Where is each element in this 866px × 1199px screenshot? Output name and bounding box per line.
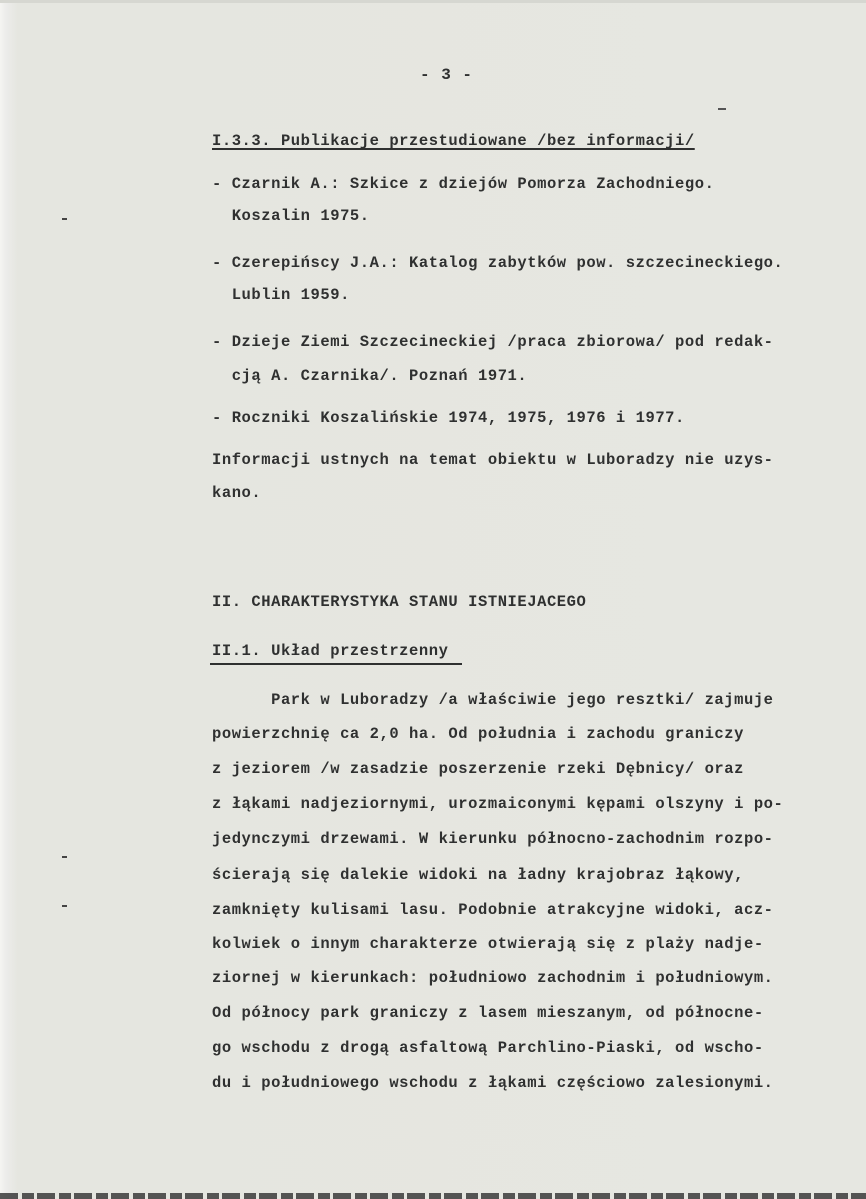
page-bottom-edge xyxy=(0,1193,866,1199)
publication-item-3-line2: cją A. Czarnika/. Poznań 1971. xyxy=(212,367,528,385)
note-line-1: Informacji ustnych na temat obiektu w Luboradzy nie uzys- xyxy=(212,451,774,469)
correction-mark xyxy=(718,108,726,110)
publication-item-1-line1: - Czarnik A.: Szkice z dziejów Pomorza Zachodniego. xyxy=(212,175,715,193)
paragraph-line: powierzchnię ca 2,0 ha. Od południa i zachodu graniczy xyxy=(212,725,744,743)
paragraph-line: jedynczymi drzewami. W kierunku północno-zachodnim rozpo- xyxy=(212,830,774,848)
section-heading-publications: I.3.3. Publikacje przestudiowane /bez informacji/ xyxy=(212,132,695,150)
punch-hole-mark xyxy=(62,218,67,220)
paragraph-line: kolwiek o innym charakterze otwierają się z plaży nadje- xyxy=(212,935,764,953)
publication-item-2-line2: Lublin 1959. xyxy=(212,286,350,304)
paragraph-line: z łąkami nadjeziornymi, urozmaiconymi kępami olszyny i po- xyxy=(212,795,784,813)
note-line-2: kano. xyxy=(212,484,262,502)
paragraph-line: Od północy park graniczy z lasem mieszanym, od północne- xyxy=(212,1004,764,1022)
paragraph-line: zamknięty kulisami lasu. Podobnie atrakcyjne widoki, acz- xyxy=(212,901,774,919)
publication-item-2-line1: - Czerepińscy J.A.: Katalog zabytków pow. szczecineckiego. xyxy=(212,254,784,272)
subsection-heading-spatial-layout: II.1. Układ przestrzenny xyxy=(212,642,449,660)
page-top-edge xyxy=(0,0,866,3)
paragraph-line: z jeziorem /w zasadzie poszerzenie rzeki Dębnicy/ oraz xyxy=(212,760,744,778)
punch-hole-mark xyxy=(62,856,67,858)
page-number: - 3 - xyxy=(420,66,474,84)
publication-item-1-line2: Koszalin 1975. xyxy=(212,207,370,225)
section-heading-characteristics: II. CHARAKTERYSTYKA STANU ISTNIEJACEGO xyxy=(212,593,587,611)
paragraph-line: du i południowego wschodu z łąkami częściowo zalesionymi. xyxy=(212,1074,774,1092)
publication-item-3-line1: - Dzieje Ziemi Szczecineckiej /praca zbiorowa/ pod redak- xyxy=(212,333,774,351)
paragraph-line: Park w Luboradzy /a właściwie jego resztki/ zajmuje xyxy=(212,691,774,709)
punch-hole-mark xyxy=(62,905,67,907)
paragraph-line: ziornej w kierunkach: południowo zachodnim i południowym. xyxy=(212,969,774,987)
paragraph-line: ścierają się dalekie widoki na ładny krajobraz łąkowy, xyxy=(212,866,744,884)
subsection-underline xyxy=(210,663,462,665)
paragraph-line: go wschodu z drogą asfaltową Parchlino-Piaski, od wscho- xyxy=(212,1039,764,1057)
publication-item-4-line1: - Roczniki Koszalińskie 1974, 1975, 1976 i 1977. xyxy=(212,409,685,427)
